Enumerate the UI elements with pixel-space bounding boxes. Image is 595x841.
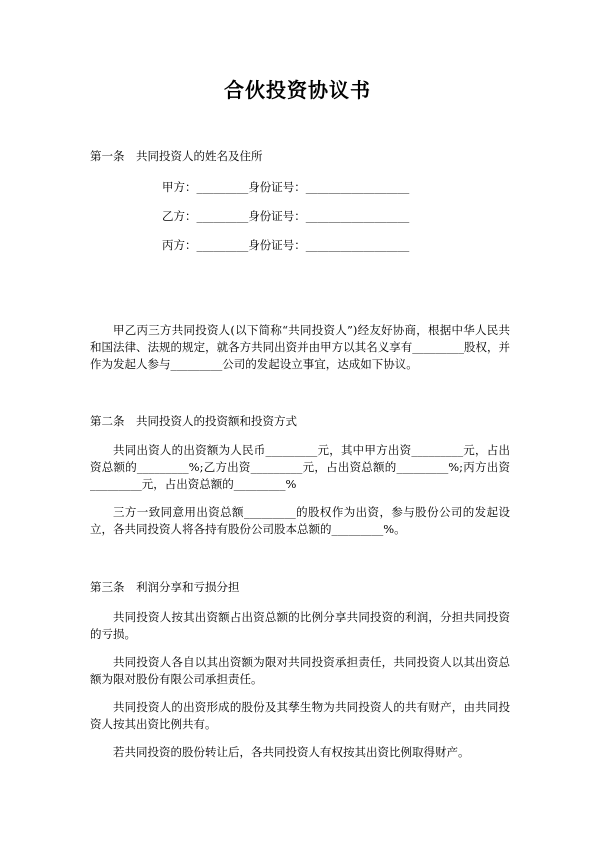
article2-paragraph-2: 三方一致同意用出资总额_________的股权作为出资，参与股份公司的发起设立，各共同投资人将各持有股份公司股本总额的_________%。 (90, 505, 510, 536)
party-c-line: 丙方：_________身份证号：__________________ (162, 238, 410, 252)
article2-paragraph-1: 共同出资人的出资额为人民币_________元，其中甲方出资_________元，占出资总额的_________%;乙方出资_________元，占出资总额的_________%;丙方出资_________元，占出资总额的_________% (90, 443, 510, 491)
article1-intro-paragraph: 甲乙丙三方共同投资人(以下简称“共同投资人”)经友好协商，根据中华人民共和国法律、法规的规定，就各方共同出资并由甲方以其名义享有_________股权，并作为发起人参与_________公司的发起设立事宜，达成如下协议。 (90, 323, 510, 371)
document-title: 合伙投资协议书 (224, 78, 371, 102)
article3-paragraph-1: 共同投资人按其出资额占出资总额的比例分享共同投资的利润，分担共同投资的亏损。 (90, 610, 510, 641)
article3-heading: 第三条 利润分享和亏损分担 (90, 580, 240, 594)
party-a-line: 甲方：_________身份证号：__________________ (162, 180, 410, 194)
article2-heading: 第二条 共同投资人的投资额和投资方式 (90, 414, 297, 428)
article1-heading: 第一条 共同投资人的姓名及住所 (90, 149, 263, 163)
article3-paragraph-3: 共同投资人的出资形成的股份及其孳生物为共同投资人的共有财产，由共同投资人按其出资比例共有。 (90, 700, 510, 731)
article3-paragraph-4: 若共同投资的股份转让后，各共同投资人有权按其出资比例取得财产。 (113, 745, 470, 759)
party-b-line: 乙方：_________身份证号：__________________ (162, 209, 410, 223)
article3-paragraph-2: 共同投资人各自以其出资额为限对共同投资承担责任，共同投资人以其出资总额为限对股份有限公司承担责任。 (90, 655, 510, 686)
